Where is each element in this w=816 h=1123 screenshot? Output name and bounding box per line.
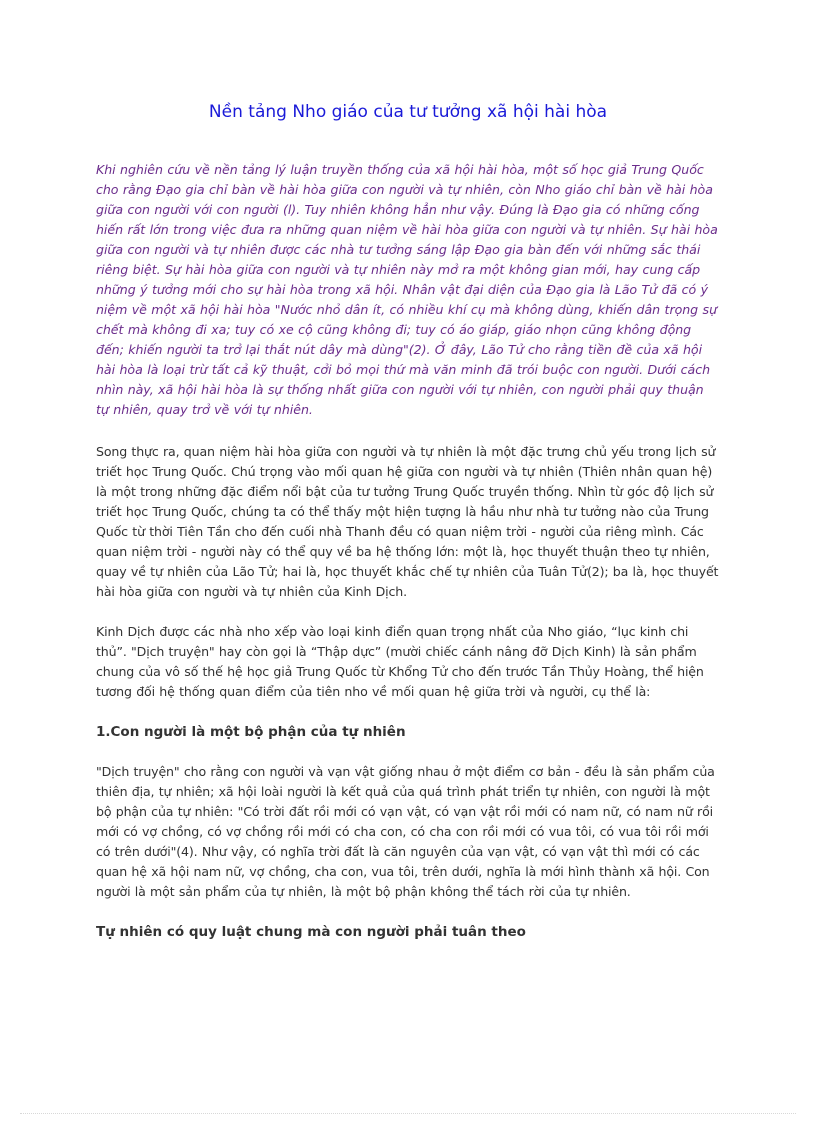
section-heading-1: 1.Con người là một bộ phận của tự nhiên: [96, 724, 406, 740]
page-title: Nền tảng Nho giáo của tư tưởng xã hội hài hòa: [208, 102, 608, 122]
section-heading-2: Tự nhiên có quy luật chung mà con người phải tuân theo: [96, 924, 526, 940]
paragraph-harmony-nature: Song thực ra, quan niệm hài hòa giữa con người và tự nhiên là một đặc trưng chủ yếu trong lịch sử triết học Trung Quốc. Chú trọng vào mối quan hệ giữa con người và tự nhiên (Thiên nhân quan hệ) là một trong những đặc điểm nổi bật của tư tưởng Trung Quốc truyền thống. Nhìn từ góc độ lịch sử triết học Trung Quốc, chúng ta có thể thấy một hiện tượng là hầu như nhà tư tưởng nào của Trung Quốc từ thời Tiên Tần cho đến cuối nhà Thanh đều có quan niệm trời - người của riêng mình. Các quan niệm trời - người này có thể quy về ba hệ thống lớn: một là, học thuyết thuận theo tự nhiên, quay về tự nhiên của Lão Tử; hai là, học thuyết khắc chế tự nhiên của Tuân Tử(2); ba là, học thuyết hài hòa giữa con người và tự nhiên của Kinh Dịch.: [96, 444, 719, 599]
document-body: [96, 160, 720, 962]
intro-paragraph: Khi nghiên cứu về nền tảng lý luận truyền thống của xã hội hài hòa, một số học giả Trung Quốc cho rằng Đạo gia chỉ bàn về hài hòa giữa con người và tự nhiên, còn Nho giáo chỉ bàn về hài hòa giữa con người với con người (l). Tuy nhiên không hẳn như vậy. Đúng là Đạo gia có những cống hiến rất lớn trong việc đưa ra những quan niệm về hài hòa giữa con người và tự nhiên. Sự hài hòa giữa con người và tự nhiên được các nhà tư tưởng sáng lập Đạo gia bàn đến với những sắc thái riêng biệt. Sự hài hòa giữa con người và tự nhiên này mở ra một không gian mới, hay cung cấp những ý tưởng mới cho sự hài hòa trong xã hội. Nhân vật đại diện của Đạo gia là Lão Tử đã có ý niệm về một xã hội hài hòa "Nước nhỏ dân ít, có nhiều khí cụ mà không dùng, khiến dân trọng sự chết mà không đi xa; tuy có xe cộ cũng không đi; tuy có áo giáp, giáo nhọn cũng không động đến; khiến người ta trở lại thắt nút dây mà dùng"(2). Ở đây, Lão Tử cho rằng tiền đề của xã hội hài hòa là loại trừ tất cả kỹ thuật, cởi bỏ mọi thứ mà văn minh đã trói buộc con người. Dưới cách nhìn này, xã hội hài hòa là sự thống nhất giữa con người với tự nhiên, con người phải quy thuận tự nhiên, quay trở về với tự nhiên.: [96, 162, 718, 417]
page-bottom-divider: [20, 1113, 796, 1114]
paragraph-kinh-dich: Kinh Dịch được các nhà nho xếp vào loại kinh điển quan trọng nhất của Nho giáo, “lục kinh chi thủ”. "Dịch truyện" hay còn gọi là “Thập dực” (mười chiếc cánh nâng đỡ Dịch Kinh) là sản phẩm chung của vô số thế hệ học giả Trung Quốc từ Khổng Tử cho đến trước Tần Thủy Hoàng, thể hiện tương đối hệ thống quan điểm của tiên nho về mối quan hệ giữa trời và người, cụ thể là:: [96, 624, 704, 699]
paragraph-dich-truyen: "Dịch truyện" cho rằng con người và vạn vật giống nhau ở một điểm cơ bản - đều là sản phẩm của thiên địa, tự nhiên; xã hội loài người là kết quả của quá trình phát triển tự nhiên, con người là một bộ phận của tự nhiên: "Có trời đất rồi mới có vạn vật, có vạn vật rồi mới có nam nữ, có nam nữ rồi mới có vợ chồng, có vợ chồng rồi mới có cha con, có cha con rồi mới có vua tôi, có vua tôi rồi mới có trên dưới"(4). Như vậy, có nghĩa trời đất là căn nguyên của vạn vật, có vạn vật thì mới có các quan hệ xã hội nam nữ, vợ chồng, cha con, vua tôi, trên dưới, nghĩa là mới hình thành xã hội. Con người là một sản phẩm của tự nhiên, là một bộ phận không thể tách rời của tự nhiên.: [96, 764, 715, 899]
